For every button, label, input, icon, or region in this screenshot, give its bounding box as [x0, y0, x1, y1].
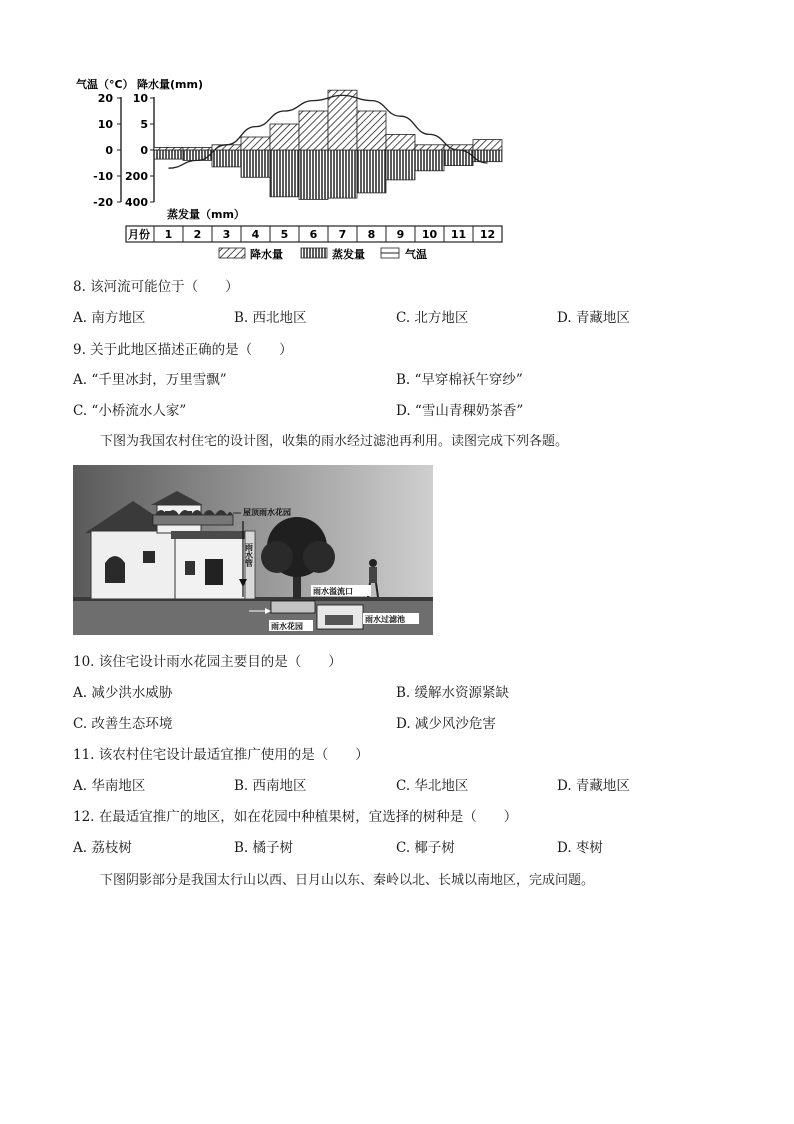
- question-9-option-a[interactable]: A. “千里冰封，万里雪飘”: [73, 372, 227, 388]
- month-cell: 9: [396, 228, 405, 241]
- house-intro: 下图为我国农村住宅的设计图，收集的雨水经过滤池再利用。读图完成下列各题。: [100, 434, 569, 449]
- temp-tick-label: -10: [93, 170, 113, 183]
- precipitation-bar: [473, 140, 502, 150]
- legend-evap: 蒸发量: [332, 248, 365, 261]
- chart-legend: [219, 247, 427, 261]
- downpipe-label: 雨水管: [244, 543, 254, 567]
- garden-label: 雨水花园: [271, 622, 303, 631]
- question-10-option-a[interactable]: A. 减少洪水威胁: [73, 685, 173, 701]
- evaporation-bar: [212, 150, 241, 167]
- precipitation-bar: [154, 147, 183, 150]
- precipitation-bar: [183, 147, 212, 150]
- evaporation-bar: [270, 150, 299, 197]
- question-10-option-d[interactable]: D. 减少风沙危害: [396, 716, 496, 732]
- evap-axis-label: 蒸发量（mm）: [167, 208, 245, 221]
- question-11-option-d[interactable]: D. 青藏地区: [557, 778, 630, 794]
- evaporation-bar: [357, 150, 386, 193]
- precip-tick-label: 5: [140, 118, 148, 131]
- overflow-label: 雨水溢流口: [313, 587, 353, 596]
- evaporation-bar: [415, 150, 444, 171]
- roof-garden-label: 屋顶雨水花园: [243, 508, 291, 517]
- question-12-stem: 12. 在最适宜推广的地区，如在花园中种植果树，宜选择的树种是（ ）: [73, 809, 518, 825]
- question-12-option-d[interactable]: D. 枣树: [557, 840, 603, 856]
- temp-axis-ticks: [93, 92, 121, 209]
- question-8-option-b[interactable]: B. 西北地区: [234, 310, 307, 326]
- question-12-option-b[interactable]: B. 橘子树: [234, 840, 294, 856]
- month-cell: 12: [479, 228, 496, 241]
- month-label: 月份: [128, 228, 150, 241]
- question-11-stem: 11. 该农村住宅设计最适宜推广使用的是（ ）: [73, 747, 369, 763]
- evaporation-bar: [328, 150, 357, 198]
- filter-label: 雨水过滤池: [365, 615, 405, 624]
- question-8-stem: 8. 该河流可能位于（ ）: [73, 279, 239, 295]
- question-10-stem: 10. 该住宅设计雨水花园主要目的是（ ）: [73, 654, 342, 670]
- question-10-option-c[interactable]: C. 改善生态环境: [73, 716, 173, 732]
- roof-garden: [153, 510, 233, 525]
- precipitation-bar: [357, 111, 386, 150]
- temp-tick-label: 0: [105, 144, 113, 157]
- precipitation-bars: [154, 90, 502, 150]
- month-cell: 10: [421, 228, 438, 241]
- month-cell: 3: [222, 228, 231, 241]
- month-cell: 2: [193, 228, 202, 241]
- evaporation-bar: [183, 150, 212, 160]
- temp-tick-label: 10: [97, 118, 113, 131]
- temp-axis-label: 气温（°C）: [76, 78, 134, 91]
- precipitation-bar: [386, 134, 415, 150]
- question-8-option-a[interactable]: A. 南方地区: [73, 310, 146, 326]
- month-cell: 6: [309, 228, 318, 241]
- evaporation-bar: [241, 150, 270, 177]
- legend-precip: 降水量: [250, 248, 283, 261]
- question-11-option-a[interactable]: A. 华南地区: [73, 778, 146, 794]
- precipitation-bar: [270, 124, 299, 150]
- last-intro: 下图阴影部分是我国太行山以西、日月山以东、秦岭以北、长城以南地区，完成问题。: [100, 873, 595, 888]
- question-9-option-b[interactable]: B. “早穿棉袄午穿纱”: [396, 372, 523, 388]
- precipitation-bar: [241, 137, 270, 150]
- evaporation-bar: [154, 150, 183, 159]
- precipitation-bar: [415, 145, 444, 150]
- evaporation-bar: [386, 150, 415, 180]
- precip-tick-label: 10: [132, 92, 148, 105]
- precip-tick-label: 0: [140, 144, 148, 157]
- month-cell: 1: [164, 228, 173, 241]
- precipitation-bar: [299, 111, 328, 150]
- precip-axis-label: 降水量(mm): [137, 78, 203, 91]
- precipitation-bar: [328, 90, 357, 150]
- legend-precip-swatch: [219, 248, 245, 258]
- month-cell: 11: [450, 228, 467, 241]
- evaporation-bar: [299, 150, 328, 199]
- precip-axis-ticks: [125, 92, 154, 209]
- month-cell: 8: [367, 228, 376, 241]
- temp-tick-label: -20: [93, 196, 113, 209]
- question-8-option-d[interactable]: D. 青藏地区: [557, 310, 630, 326]
- rain-garden-house-diagram: [73, 465, 433, 635]
- question-11-option-b[interactable]: B. 西南地区: [234, 778, 307, 794]
- climate-chart: [0, 60, 794, 270]
- legend-evap-swatch: [301, 248, 327, 258]
- question-9-stem: 9. 关于此地区描述正确的是（ ）: [73, 342, 293, 358]
- month-cell: 5: [280, 228, 289, 241]
- precip-tick-label: 400: [125, 196, 148, 209]
- question-12-option-a[interactable]: A. 荔枝树: [73, 840, 132, 856]
- question-9-option-c[interactable]: C. “小桥流水人家”: [73, 403, 187, 419]
- question-10-option-b[interactable]: B. 缓解水资源紧缺: [396, 685, 510, 701]
- question-11-option-c[interactable]: C. 华北地区: [396, 778, 469, 794]
- question-8-option-c[interactable]: C. 北方地区: [396, 310, 469, 326]
- precip-tick-label: 200: [125, 170, 148, 183]
- question-12-option-c[interactable]: C. 椰子树: [396, 840, 455, 856]
- month-cell: 4: [251, 228, 260, 241]
- temp-tick-label: 20: [97, 92, 113, 105]
- question-9-option-d[interactable]: D. “雪山青稞奶茶香”: [396, 403, 524, 419]
- legend-temp: 气温: [405, 248, 427, 261]
- month-cell: 7: [338, 228, 347, 241]
